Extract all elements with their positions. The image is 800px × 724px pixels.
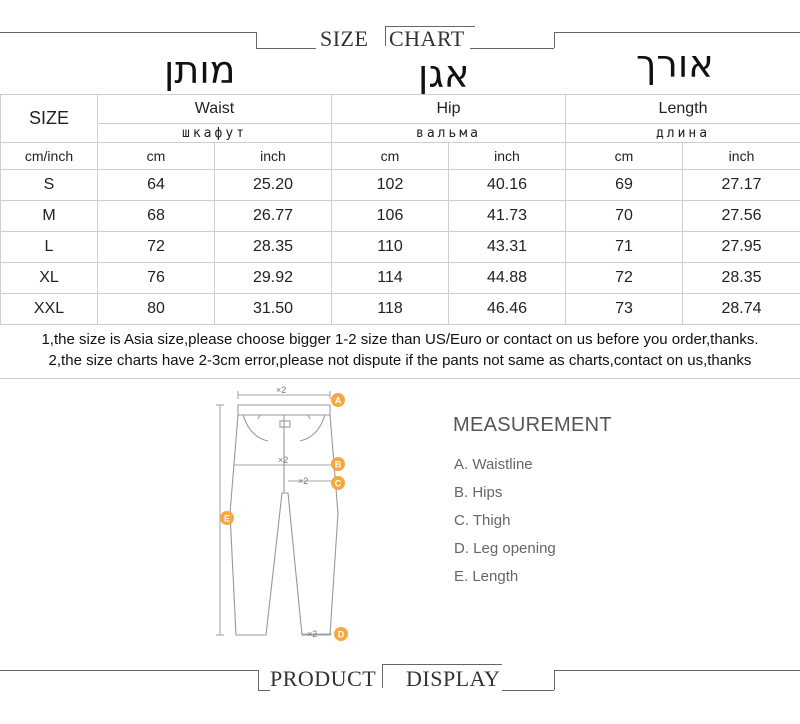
length-cm-cell: 69 [566, 170, 683, 201]
svg-text:B: B [334, 459, 342, 470]
marker-a [331, 393, 345, 407]
length-cm-cell: 70 [566, 201, 683, 232]
waist-cm-cell: 64 [98, 170, 215, 201]
length-inch-cell: 28.35 [683, 263, 800, 294]
length-inch-cell: 27.56 [683, 201, 800, 232]
waist-inch-cell: 29.92 [215, 263, 332, 294]
note-line-1: 1,the size is Asia size,please choose bigger 1-2 size than US/Euro or contact on us before you order,thanks. [41, 331, 759, 348]
hip-inch-cell: 41.73 [449, 201, 566, 232]
hip-cm-unit: cm [332, 143, 449, 170]
thigh-multiplier: ×2 [298, 476, 309, 486]
waist-multiplier: ×2 [276, 385, 287, 395]
size-table [0, 94, 800, 325]
waist-cm-cell: 72 [98, 232, 215, 263]
hip-inch-cell: 43.31 [449, 232, 566, 263]
hip-inch-cell: 40.16 [449, 170, 566, 201]
unit-row [1, 143, 800, 170]
waist-cm-cell: 68 [98, 201, 215, 232]
marker-d [334, 627, 348, 641]
marker-c [331, 476, 345, 490]
length-inch-cell: 28.74 [683, 294, 800, 325]
size-cell: XXL [1, 294, 98, 325]
size-cell: S [1, 170, 98, 201]
length-inch-unit: inch [683, 143, 800, 170]
measurement-item-waistline: A. Waistline [454, 456, 533, 473]
hip-cm-cell: 114 [332, 263, 449, 294]
svg-text:A: A [334, 395, 342, 406]
waist-russian-label: шкафут [98, 124, 332, 143]
hip-inch-cell: 44.88 [449, 263, 566, 294]
hip-cm-cell: 118 [332, 294, 449, 325]
waist-inch-cell: 31.50 [215, 294, 332, 325]
hebrew-length-label: אורך [636, 42, 714, 86]
table-row [1, 232, 800, 263]
hip-header: Hip [332, 95, 566, 124]
size-notes [0, 329, 800, 371]
waist-header: Waist [98, 95, 332, 124]
table-row [1, 170, 800, 201]
hebrew-waist-label: מותן [164, 48, 236, 92]
banner-word-product: PRODUCT [270, 666, 377, 691]
svg-text:C: C [334, 478, 342, 489]
banner-word-display: DISPLAY [406, 666, 501, 691]
size-cell: L [1, 232, 98, 263]
russian-header-row [1, 124, 800, 143]
waist-cm-unit: cm [98, 143, 215, 170]
waist-inch-unit: inch [215, 143, 332, 170]
banner-word-size: SIZE [320, 26, 369, 51]
hip-inch-unit: inch [449, 143, 566, 170]
hip-cm-cell: 110 [332, 232, 449, 263]
marker-b [331, 457, 345, 471]
marker-e [220, 511, 234, 525]
table-row [1, 294, 800, 325]
svg-text:E: E [224, 513, 231, 524]
hip-russian-label: вальма [332, 124, 566, 143]
length-header: Length [566, 95, 800, 124]
table-row [1, 201, 800, 232]
banner-word-chart: CHART [389, 26, 465, 51]
waist-inch-cell: 25.20 [215, 170, 332, 201]
length-cm-cell: 71 [566, 232, 683, 263]
waist-cm-cell: 76 [98, 263, 215, 294]
table-row [1, 263, 800, 294]
length-inch-cell: 27.95 [683, 232, 800, 263]
pants-measurement-diagram [210, 385, 360, 647]
section-divider [0, 378, 800, 379]
pants-outline [230, 405, 338, 635]
hebrew-hip-label: אגן [418, 52, 470, 96]
length-russian-label: длина [566, 124, 800, 143]
length-cm-cell: 72 [566, 263, 683, 294]
waist-inch-cell: 28.35 [215, 232, 332, 263]
hip-cm-cell: 102 [332, 170, 449, 201]
note-line-2: 2,the size charts have 2-3cm error,please not dispute if the pants not same as charts,contact on us,thanks [48, 352, 752, 369]
length-cm-unit: cm [566, 143, 683, 170]
measurement-list [454, 456, 556, 596]
hip-cm-cell: 106 [332, 201, 449, 232]
length-cm-cell: 73 [566, 294, 683, 325]
waist-inch-cell: 26.77 [215, 201, 332, 232]
measurement-title: MEASUREMENT [453, 414, 612, 436]
unit-label: cm/inch [1, 143, 98, 170]
svg-text:D: D [337, 629, 345, 640]
measurement-item-leg-opening: D. Leg opening [454, 540, 556, 557]
size-header: SIZE [1, 95, 98, 143]
measurement-item-length: E. Length [454, 568, 519, 585]
waist-cm-cell: 80 [98, 294, 215, 325]
measurement-item-thigh: C. Thigh [454, 512, 511, 529]
size-cell: XL [1, 263, 98, 294]
hip-inch-cell: 46.46 [449, 294, 566, 325]
length-inch-cell: 27.17 [683, 170, 800, 201]
measurement-item-hips: B. Hips [454, 484, 503, 501]
product-display-banner [0, 660, 800, 700]
leg-opening-multiplier: ×2 [307, 629, 318, 639]
hip-multiplier: ×2 [278, 455, 289, 465]
size-cell: M [1, 201, 98, 232]
table-header-row [1, 95, 800, 124]
